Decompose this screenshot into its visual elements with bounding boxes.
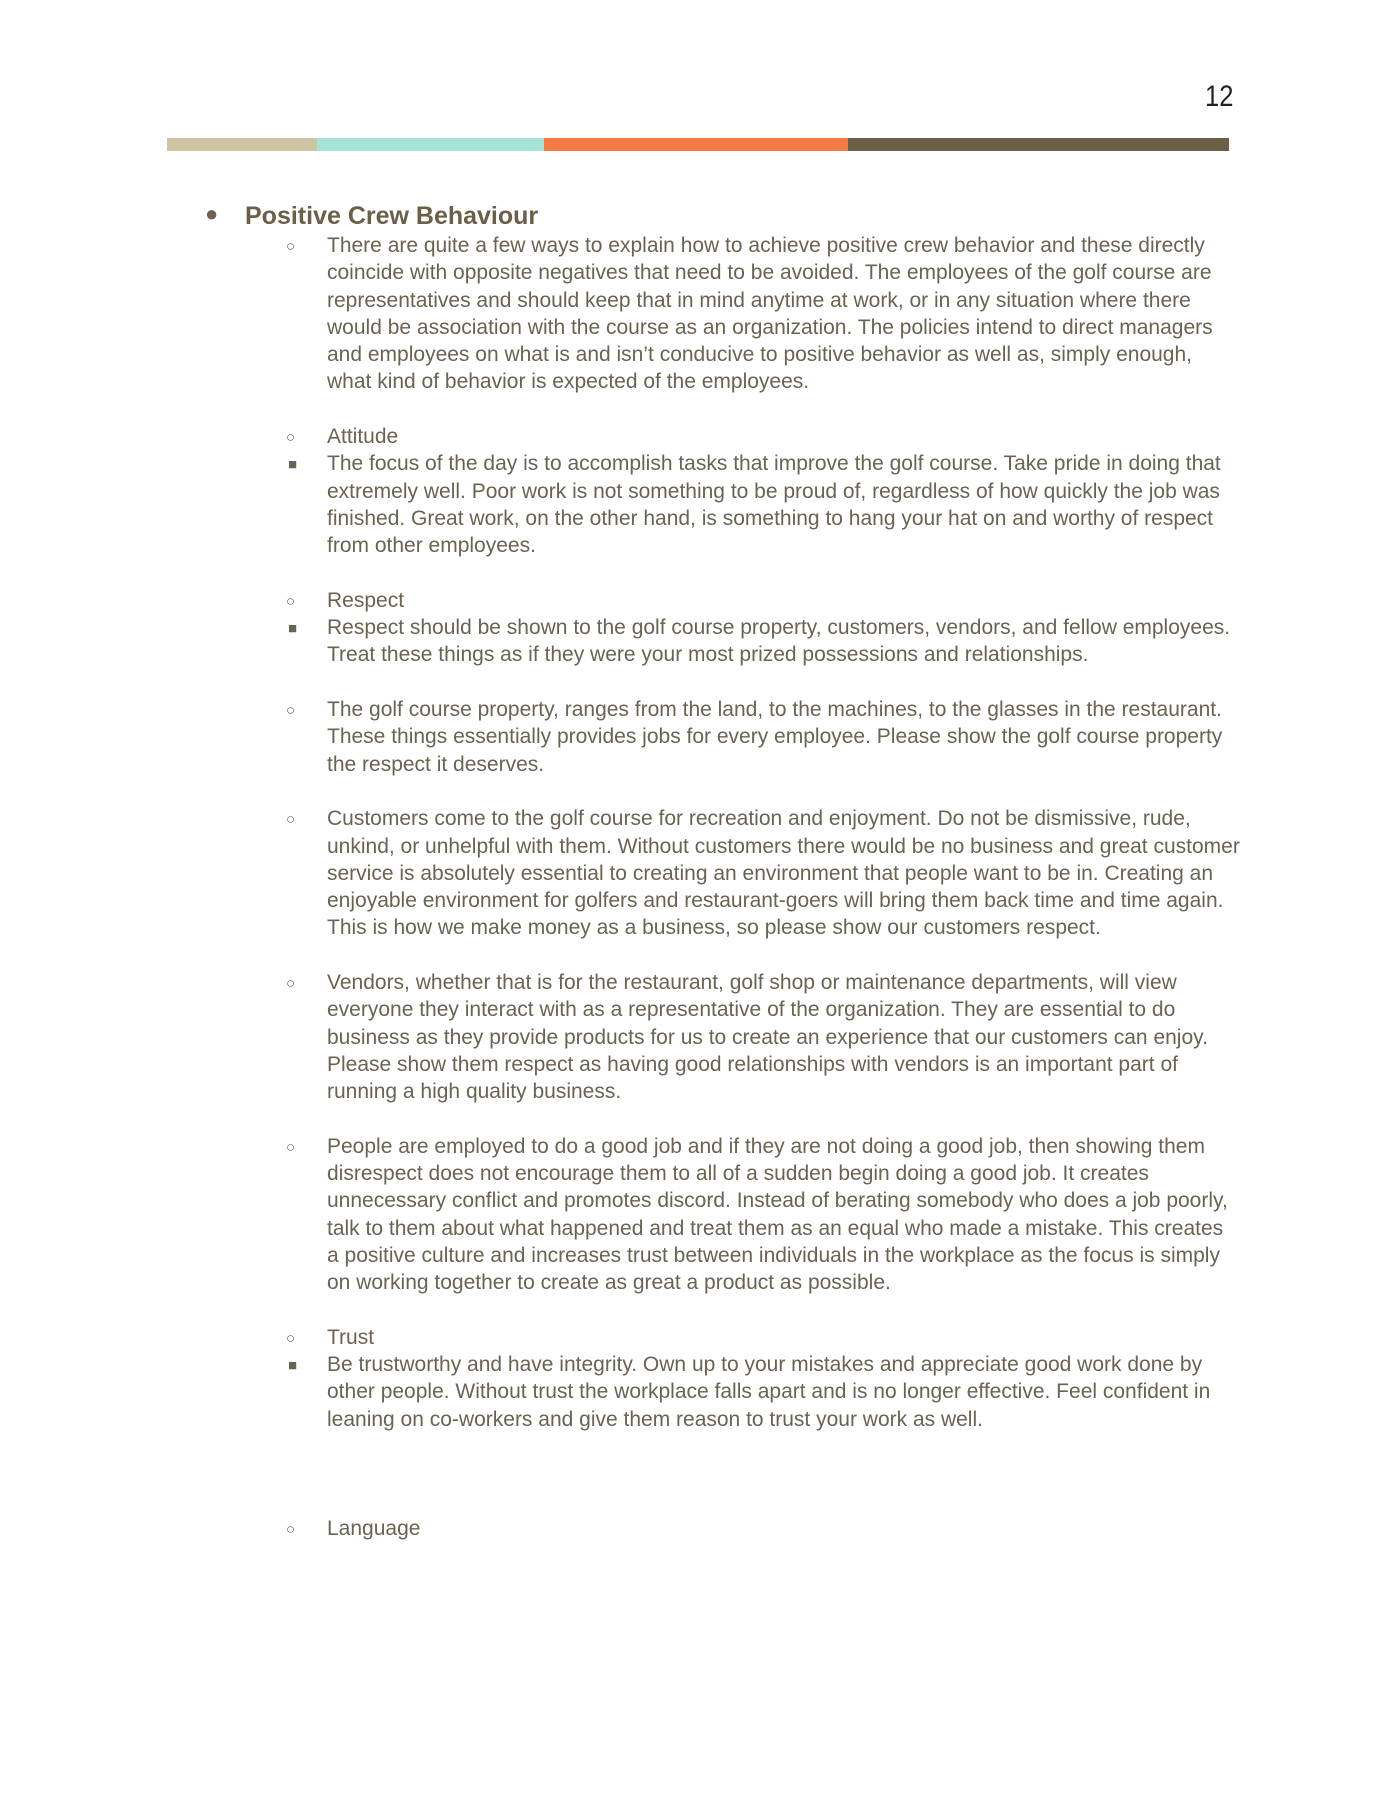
customers-text: Customers come to the golf course for recreation and enjoyment. Do not be dismissive, rude, unkind, or unhelpful with them. Without customers there would be no business and great customer service is absolutely essential to creating an environment that people want to be in. Creating an enjoyable environment for golfers and restaurant-goers will bring them back time and time again. This is how we make money as a business, so please show our customers respect. [327,807,1240,940]
attitude-text: The focus of the day is to accomplish tasks that improve the golf course. Take pride in doing that extremely well. Poor work is not something to be proud of, regardless of how quickly the job was finished. Great work, on the other hand, is something to hang your hat on and worthy of respect from other employees. [327,452,1221,558]
trust-text: Be trustworthy and have integrity. Own up to your mistakes and appreciate good work done by other people. Without trust the workplace falls apart and is no longer effective. Feel confident in leaning on co-workers and give them reason to trust your work as well. [327,1353,1211,1431]
list-item-respect [200,587,1240,669]
page-number: 12 [1204,80,1233,113]
list-item-people [200,1133,1240,1297]
list-item-respect-detail [245,614,1240,669]
hollow-circle-bullet-icon: ○ [286,429,296,447]
section-positive-crew-behaviour [200,200,1240,1542]
color-bar-segment-brown [848,138,1229,151]
property-text: The golf course property, ranges from the land, to the machines, to the glasses in the restaurant. These things essentially provides jobs for every employee. Please show the golf course property the respect it deserves. [327,698,1223,776]
filled-circle-bullet-icon: ● [205,201,219,226]
list-item-intro [200,232,1240,396]
list-item-trust [200,1324,1240,1433]
header-color-bar [167,138,1229,151]
section-heading: Positive Crew Behaviour [245,202,539,230]
language-label: Language [327,1516,421,1540]
square-bullet-icon: ■ [288,620,298,638]
hollow-circle-bullet-icon: ○ [286,1329,296,1347]
list-item-attitude-detail [245,450,1240,559]
respect-text: Respect should be shown to the golf course property, customers, vendors, and fellow employees. Treat these things as if they were your most prized possessions and relationships. [327,616,1231,667]
hollow-circle-bullet-icon: ○ [286,811,296,829]
trust-label: Trust [327,1325,375,1349]
vendors-text: Vendors, whether that is for the restaurant, golf shop or maintenance departments, will view everyone they interact with as a representative of the organization. They are essential to do business as they provide products for us to create an experience that our customers can enjoy. Please show them respect as having good relationships with vendors is an important part of running a high quality business. [327,971,1208,1104]
color-bar-segment-tan [167,138,317,151]
hollow-circle-bullet-icon: ○ [286,1138,296,1156]
list-item-vendors [200,969,1240,1105]
color-bar-segment-orange [544,138,848,151]
document-body [200,200,1240,1542]
hollow-circle-bullet-icon: ○ [286,238,296,255]
list-item-attitude [200,423,1240,559]
list-item-customers [200,805,1240,941]
hollow-circle-bullet-icon: ○ [286,975,296,993]
hollow-circle-bullet-icon: ○ [286,592,296,610]
square-bullet-icon: ■ [288,1357,298,1375]
list-item-language [200,1515,1240,1542]
respect-label: Respect [327,588,405,612]
hollow-circle-bullet-icon: ○ [286,702,296,720]
color-bar-segment-aqua [317,138,544,151]
list-item-trust-detail [245,1351,1240,1433]
hollow-circle-bullet-icon: ○ [286,1520,296,1538]
list-item-property [200,696,1240,778]
attitude-label: Attitude [327,425,399,449]
people-text: People are employed to do a good job and if they are not doing a good job, then showing them disrespect does not encourage them to all of a sudden begin doing a good job. It creates unnecessary conflict and promotes discord. Instead of berating somebody who does a job poorly, talk to them about what happened and treat them as an equal who made a mistake. This creates a positive culture and increases trust between individuals in the workplace as the focus is simply on working together to create as great a product as possible. [327,1134,1228,1295]
intro-text: There are quite a few ways to explain how to achieve positive crew behavior and these directly coincide with opposite negatives that need to be avoided. The employees of the golf course are representatives and should keep that in mind anytime at work, or in any situation where there would be association with the course as an organization. The policies intend to direct managers and employees on what is and isn’t conducive to positive behavior as well as, simply enough, what kind of behavior is expected of the employees. [327,234,1213,394]
square-bullet-icon: ■ [288,456,298,474]
